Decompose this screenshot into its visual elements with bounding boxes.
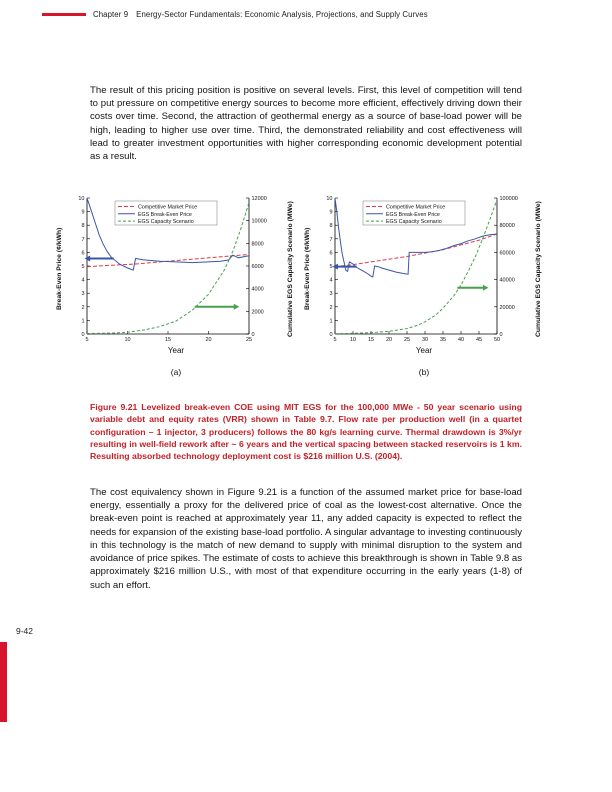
svg-text:0: 0: [499, 332, 503, 338]
svg-text:100000: 100000: [499, 196, 518, 202]
svg-text:15: 15: [367, 337, 375, 343]
svg-text:2: 2: [329, 304, 333, 311]
right-axis-label: Cumulative EGS Capacity Scenario (MWe): [535, 201, 543, 337]
svg-text:0: 0: [251, 332, 255, 338]
svg-text:3: 3: [329, 291, 333, 298]
svg-text:4: 4: [329, 277, 333, 284]
svg-text:20000: 20000: [499, 304, 515, 311]
svg-text:1: 1: [329, 318, 333, 325]
panel-label-b: (b): [418, 367, 430, 377]
svg-text:6: 6: [81, 250, 85, 257]
svg-text:Competitive Market Price: Competitive Market Price: [138, 204, 198, 211]
chart-panel-a: [54, 190, 298, 377]
chart-a: [67, 190, 285, 348]
x-axis-label: Year: [415, 346, 433, 355]
svg-text:EGS Break-Even Price: EGS Break-Even Price: [138, 211, 192, 218]
svg-text:5: 5: [329, 264, 333, 270]
svg-text:4: 4: [81, 277, 85, 284]
svg-text:0: 0: [329, 332, 333, 338]
figure-9-21: [54, 190, 546, 377]
right-axis-label: Cumulative EGS Capacity Scenario (MWe): [287, 201, 295, 337]
svg-text:EGS Capacity Scenario: EGS Capacity Scenario: [138, 219, 194, 226]
x-axis-label: Year: [167, 346, 185, 355]
chapter-header: [93, 10, 428, 19]
svg-text:20: 20: [205, 337, 212, 343]
svg-text:60000: 60000: [499, 250, 515, 257]
svg-text:15: 15: [164, 337, 172, 343]
chapter-number: Chapter 9: [93, 10, 129, 19]
svg-text:30: 30: [421, 337, 429, 343]
svg-text:8: 8: [81, 223, 85, 230]
svg-text:10000: 10000: [251, 218, 267, 225]
chapter-title: Energy-Sector Fundamentals: Economic Analysis, Projections, and Supply Curves: [136, 10, 428, 19]
svg-text:2000: 2000: [251, 309, 264, 316]
svg-text:2: 2: [81, 304, 85, 311]
svg-text:35: 35: [439, 337, 447, 343]
svg-text:10: 10: [326, 196, 333, 202]
chart-panel-b: [302, 190, 546, 377]
svg-text:1: 1: [81, 318, 85, 325]
svg-text:EGS Break-Even Price: EGS Break-Even Price: [386, 211, 440, 218]
margin-red-bar: [0, 642, 7, 722]
svg-text:9: 9: [81, 209, 85, 216]
svg-text:6: 6: [329, 250, 333, 257]
svg-text:0: 0: [81, 332, 85, 338]
svg-text:80000: 80000: [499, 223, 515, 230]
svg-text:4000: 4000: [251, 286, 264, 293]
page-header: [42, 10, 428, 19]
svg-text:3: 3: [81, 291, 85, 298]
svg-text:40: 40: [457, 337, 465, 343]
svg-text:40000: 40000: [499, 277, 515, 284]
svg-text:9: 9: [329, 209, 333, 216]
svg-text:12000: 12000: [251, 196, 267, 202]
chart-b: [315, 190, 533, 348]
panel-label-a: (a): [170, 367, 182, 377]
page-number: 9-42: [16, 626, 34, 636]
svg-text:Competitive Market Price: Competitive Market Price: [386, 204, 446, 211]
svg-text:10: 10: [124, 337, 131, 343]
svg-text:5: 5: [85, 337, 89, 343]
svg-text:20: 20: [385, 337, 393, 343]
svg-text:6000: 6000: [251, 264, 264, 270]
svg-text:7: 7: [329, 236, 333, 243]
svg-text:8: 8: [329, 223, 333, 230]
svg-text:10: 10: [78, 196, 85, 202]
body-paragraph-2: The cost equivalency shown in Figure 9.21 is a function of the assumed market price for base-load energy, essentially a proxy for the delivered price of coal as the lowest-cost alternative. Once the break-even point is reached at approximately year 11, any added capacity is expected to reflect the needs for expansion of the existing base-load portfolio. A singular advantage to investing continuously in this technology is the match of new demand to supply with minimal disruption to the system and avoidance of price spikes. The estimate of costs to achieve this breakthrough is shown in Table 9.8 as approximately $216 million U.S., with most of that expenditure occurring in the early years (1-8) of such an effort.: [90, 487, 522, 591]
svg-text:50: 50: [493, 337, 501, 343]
svg-text:5: 5: [333, 337, 337, 343]
body-paragraph-1: The result of this pricing position is positive on several levels. First, this level of competition will tend to put pressure on competitive energy sources to become more efficient, effectively driving down their costs over time. Second, the attraction of geothermal energy as a source of base-load power will be high, leading to higher use over time. Third, the demonstrated reliability and cost effectiveness will lead to greater investment opportunities with higher corresponding economic development potential as a result.: [90, 85, 522, 163]
figure-caption: Figure 9.21 Levelized break-even COE using MIT EGS for the 100,000 MWe - 50 year scenario using variable debt and equity rates (VRR) shown in Table 9.7. Flow rate per production well (in a quartet configuration – 1 injector, 3 producers) follows the 80 kg/s learning curve. Thermal drawdown is 3%/yr resulting in well-field rework after ~ 6 years and the vertical spacing between stacked reservoirs is 1 km. Resulting absorbed technology deployment cost is $216 million U.S. (2004).: [90, 402, 522, 462]
svg-text:8000: 8000: [251, 241, 264, 248]
svg-text:25: 25: [245, 337, 253, 343]
header-red-rule: [42, 13, 86, 16]
svg-text:EGS Capacity Scenario: EGS Capacity Scenario: [386, 219, 442, 226]
left-axis-label: Break-Even Price (¢/kWh): [304, 227, 312, 311]
svg-text:10: 10: [349, 337, 357, 343]
svg-text:7: 7: [81, 236, 85, 243]
svg-text:5: 5: [81, 264, 85, 270]
svg-text:45: 45: [475, 337, 483, 343]
left-axis-label: Break-Even Price (¢/kWh): [56, 227, 64, 311]
svg-text:25: 25: [403, 337, 411, 343]
